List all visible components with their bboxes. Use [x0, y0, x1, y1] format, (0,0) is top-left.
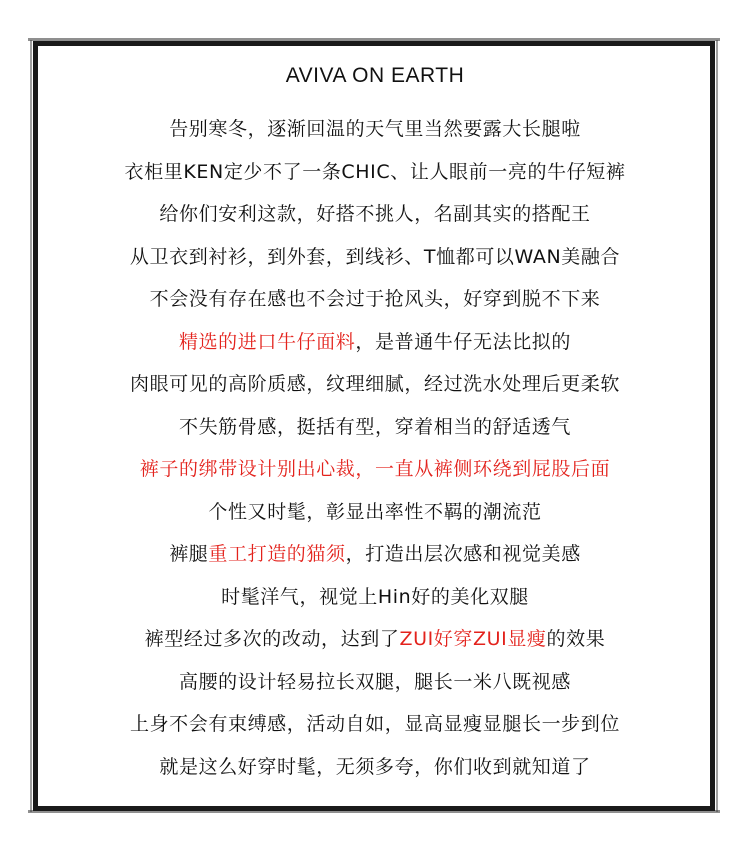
text-line [0, 582, 750, 625]
text-segment: ，是普通牛仔无法比拟的 [355, 330, 571, 353]
text-segment: 裤型经过多次的改动，达到了 [144, 628, 400, 650]
text-segment: 不会没有存在感也不会过于抢风头，好穿到脱不下来 [149, 288, 601, 310]
text-segment: 不失筋骨感，挺括有型，穿着相当的舒适透气 [178, 415, 571, 438]
text-line [0, 412, 750, 455]
text-line [0, 454, 750, 497]
text-line [0, 752, 750, 795]
text-segment: 就是这么好穿时髦，无须多夸，你们收到就知道了 [159, 755, 591, 778]
text-segment: 时髦洋气，视觉上Hin好的美化双腿 [221, 585, 529, 608]
text-segment: 高腰的设计轻易拉长双腿，腿长一米八既视感 [178, 670, 571, 693]
text-line [0, 114, 750, 157]
text-line [0, 539, 750, 582]
text-segment: 衣柜里KEN定少不了一条CHIC、让人眼前一亮的牛仔短裤 [124, 160, 626, 183]
text-line [0, 199, 750, 242]
text-line [0, 624, 750, 667]
text-segment: 肉眼可见的高阶质感，纹理细腻，经过洗水处理后更柔软 [129, 373, 620, 395]
text-segment: 裤腿 [169, 543, 209, 565]
text-line [0, 497, 750, 540]
text-segment: 的效果 [546, 628, 606, 650]
text-line [0, 284, 750, 327]
text-segment: 上身不会有束缚感，活动自如，显高显瘦显腿长一步到位 [129, 713, 620, 735]
text-line [0, 242, 750, 285]
text-segment: 告别寒冬，逐渐回温的天气里当然要露大长腿啦 [169, 118, 581, 140]
highlight-text: 精选的进口牛仔面料 [178, 330, 356, 353]
page-title: AVIVA ON EARTH [285, 64, 465, 87]
text-line [0, 369, 750, 412]
text-line [0, 327, 750, 370]
text-line [0, 157, 750, 200]
description-text-block [0, 114, 750, 794]
text-segment: 个性又时髦，彰显出率性不羁的潮流范 [208, 500, 542, 523]
text-segment: 从卫衣到衬衫，到外套，到线衫、T恤都可以WAN美融合 [129, 245, 621, 268]
text-segment: 给你们安利这款，好搭不挑人，名副其实的搭配王 [159, 203, 591, 225]
text-line [0, 667, 750, 710]
highlight-text: 裤子的绑带设计别出心裁，一直从裤侧环绕到屁股后面 [139, 458, 611, 480]
highlight-text: ZUI好穿ZUI显瘦 [399, 628, 547, 650]
text-line [0, 709, 750, 752]
highlight-text: 重工打造的猫须 [208, 543, 346, 565]
text-segment: ，打造出层次感和视觉美感 [345, 543, 581, 565]
